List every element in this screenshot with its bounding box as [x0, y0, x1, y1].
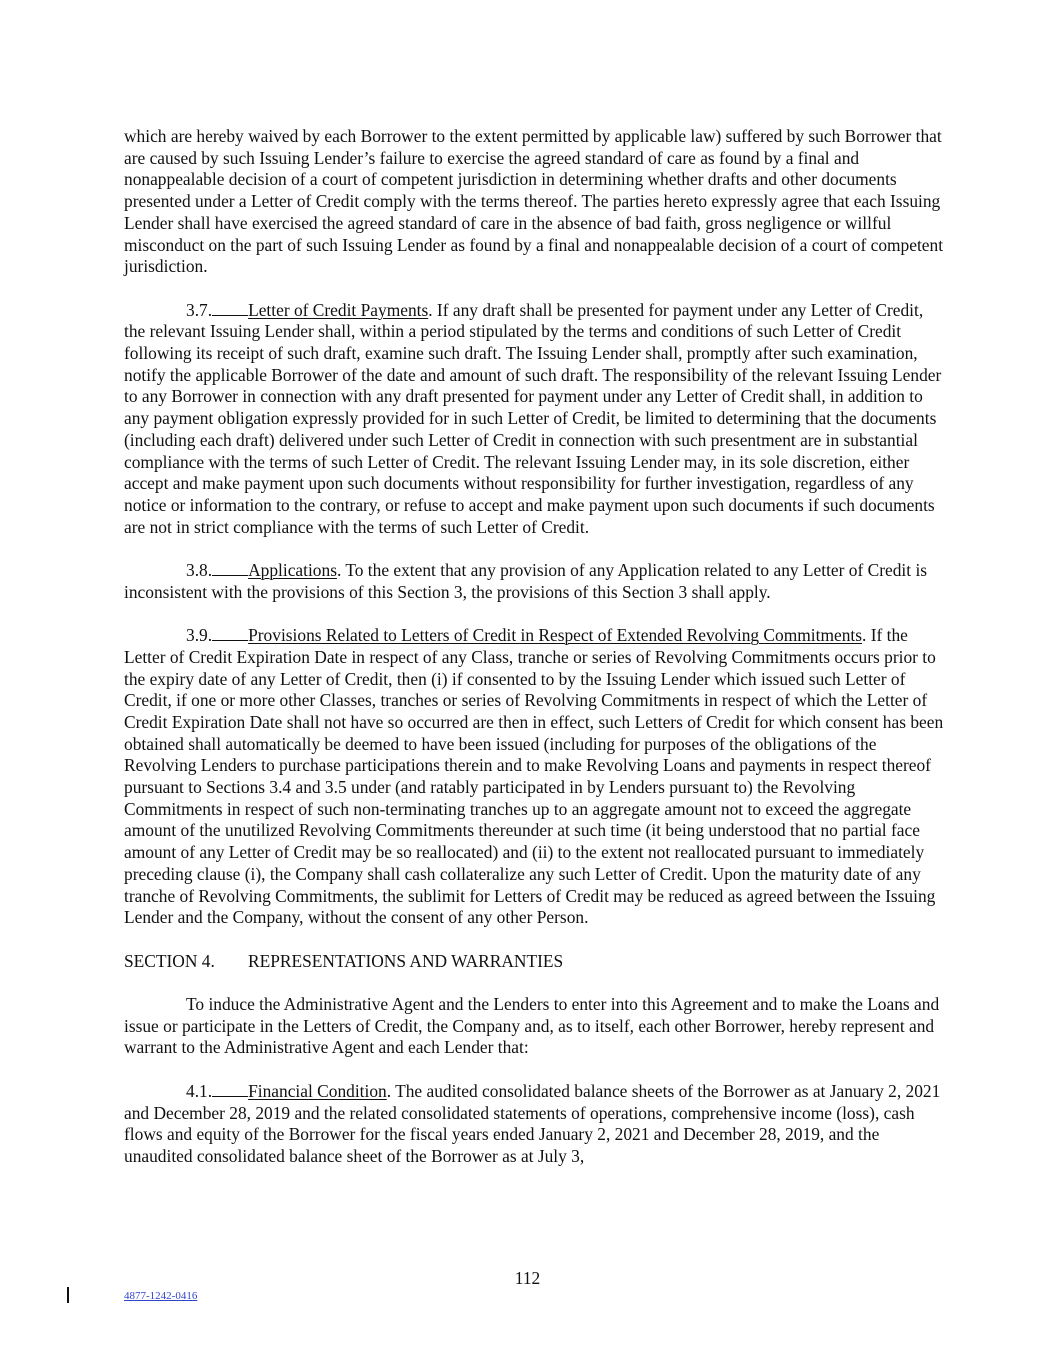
- section-3-8: [124, 560, 944, 603]
- section-4-number: SECTION 4.: [124, 950, 215, 971]
- document-id-link[interactable]: 4877-1242-0416: [124, 1290, 198, 1302]
- section-body: . To the extent that any provision of any Application related to any Letter of Credit is inconsistent with the provisions of this Section 3, the provisions of this Section 3 shall apply.: [124, 560, 928, 602]
- section-body: . The audited consolidated balance sheets of the Borrower as at January 2, 2021 and December 28, 2019 and the related consolidated statements of operations, comprehensive income (loss), cash flows and equity of the Borrower for the fiscal years ended January 2, 2021 and December 28, 2019, and the unaudited consolidated balance sheet of the Borrower as at July 3,: [124, 1080, 941, 1166]
- section-number: 3.7.: [186, 299, 213, 320]
- section-body: . If any draft shall be presented for payment under any Letter of Credit, the relevant Issuing Lender shall, within a period stipulated by the terms and conditions of such Letter of Credit following its receipt of such draft, examine such draft. The Issuing Lender shall, promptly after such examination, notify the applicable Borrower of the date and amount of such draft. The responsibility of the relevant Issuing Lender to any Borrower in connection with any draft presented for payment under any Letter of Credit shall, in addition to any payment obligation expressly provided for in such Letter of Credit, be limited to determining that the documents (including each draft) delivered under such Letter of Credit in connection with such presentment are in substantial compliance with the terms of such Letter of Credit. The relevant Issuing Lender may, in its sole discretion, either accept and make payment upon such documents without responsibility for further investigation, regardless of any notice or information to the contrary, or refuse to accept and make payment upon such documents if such documents are not in strict compliance with the terms of such Letter of Credit.: [124, 299, 942, 537]
- page-number: 112: [514, 1268, 541, 1288]
- section-4-title: REPRESENTATIONS AND WARRANTIES: [248, 950, 564, 971]
- document-page: [124, 126, 944, 1189]
- section-3-9: [124, 625, 944, 929]
- section-4-intro: To induce the Administrative Agent and the Lenders to enter into this Agreement and to make the Loans and issue or participate in the Letters of Credit, the Company and, as to itself, each other Borrower, hereby represent and warrant to the Administrative Agent and each Lender that:: [124, 994, 940, 1058]
- tab-underline: [212, 561, 248, 576]
- section-body: . If the Letter of Credit Expiration Date in respect of any Class, tranche or series of Revolving Commitments occurs prior to the expiry date of any Letter of Credit, then (i) if consented to by the Issuing Lender which issued such Letter of Credit, if one or more other Classes, tranches or series of Revolving Commitments in respect of which the Letter of Credit Expiration Date shall not have so occurred are then in effect, such Letters of Credit for which consent has been obtained shall automatically be deemed to have been issued (including for purposes of the obligations of the Revolving Lenders to purchase participations therein and to make Revolving Loans and payments in respect thereof pursuant to Sections 3.4 and 3.5 under (and ratably participated in by Lenders pursuant to) the Revolving Commitments in respect of such non-terminating tranches up to an aggregate amount not to exceed the aggregate amount of the unutilized Revolving Commitments thereunder at such time (it being understood that no partial face amount of any Letter of Credit may be so reallocated) and (ii) to the extent not reallocated pursuant to immediately preceding clause (i), the Company shall cash collateralize any such Letter of Credit. Upon the maturity date of any tranche of Revolving Commitments, the sublimit for Letters of Credit may be reduced as agreed between the Issuing Lender and the Company, without the consent of any other Person.: [124, 625, 944, 928]
- section-3-7: [124, 300, 944, 539]
- section-number: 4.1.: [186, 1080, 213, 1101]
- section-heading: Applications: [248, 560, 337, 581]
- section-heading: Letter of Credit Payments: [248, 299, 429, 320]
- tab-underline: [212, 626, 248, 641]
- continuation-paragraph: which are hereby waived by each Borrower to the extent permitted by applicable law) suffered by such Borrower that are caused by such Issuing Lender’s failure to exercise the agreed standard of care as found by a final and nonappealable decision of a court of competent jurisdiction in determining whether drafts and other documents presented under a Letter of Credit comply with the terms thereof. The parties hereto expressly agree that each Issuing Lender shall have exercised the agreed standard of care in the absence of bad faith, gross negligence or willful misconduct on the part of such Issuing Lender as found by a final and nonappealable decision of a court of competent jurisdiction.: [124, 126, 944, 277]
- change-bar: [67, 1287, 69, 1303]
- section-4-1: [124, 1081, 944, 1168]
- tab-underline: [212, 301, 248, 316]
- section-4-heading: [124, 951, 944, 973]
- section-number: 3.8.: [186, 560, 213, 581]
- section-heading: Financial Condition: [248, 1080, 387, 1101]
- section-number: 3.9.: [186, 625, 213, 646]
- tab-underline: [212, 1082, 248, 1097]
- section-heading: Provisions Related to Letters of Credit in Respect of Extended Revolving Commitments: [248, 625, 862, 646]
